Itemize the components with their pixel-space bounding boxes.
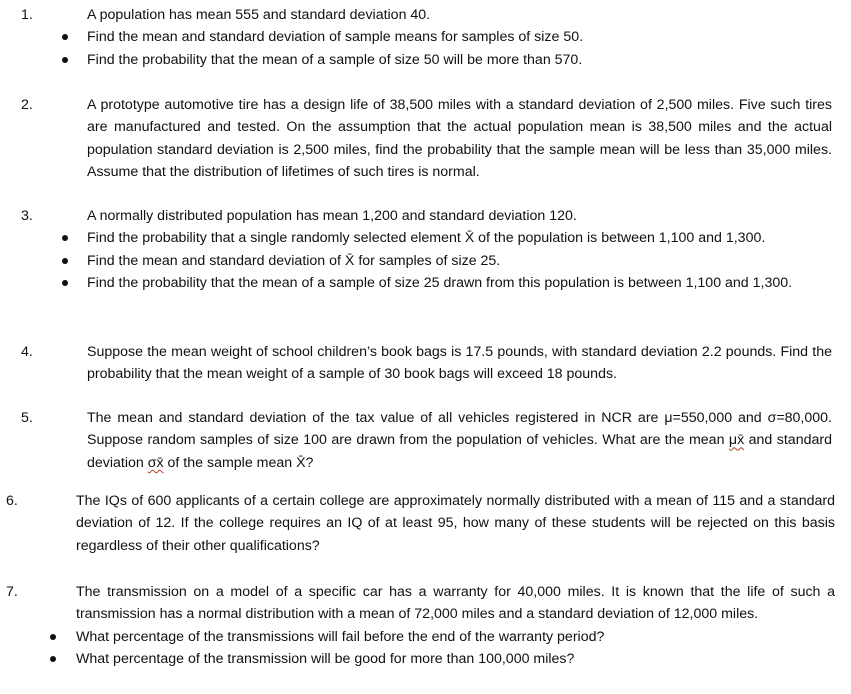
bullet-icon bbox=[62, 258, 68, 264]
list-item: Find the probability that a single randomly selected element X̄ of the population is between 1,100 and 1,300. bbox=[87, 227, 832, 249]
problem-text: A population has mean 555 and standard deviation 40. bbox=[87, 7, 431, 23]
sigma-xbar-symbol: σx̄ bbox=[147, 454, 164, 471]
list-item: What percentage of the transmissions will fail before the end of the warranty period? bbox=[76, 626, 835, 648]
bullet-icon bbox=[62, 57, 68, 63]
problem-number: 4. bbox=[21, 344, 33, 360]
problem-number: 1. bbox=[21, 7, 33, 23]
mu-xbar-symbol: μx̄ bbox=[728, 432, 745, 449]
problem-number: 7. bbox=[6, 584, 18, 600]
problem-text: A normally distributed population has mean 1,200 and standard deviation 120. bbox=[87, 208, 577, 224]
bullet-icon bbox=[62, 235, 68, 241]
bullet-list bbox=[76, 626, 835, 671]
problem-number: 5. bbox=[21, 410, 33, 426]
bullet-list bbox=[87, 26, 832, 71]
bullet-icon bbox=[62, 34, 68, 40]
problem-text: The IQs of 600 applicants of a certain college are approximately normally distributed with a mean of 115 and a standard deviation of 12. If the college requires an IQ of at least 95, how many of these students will be rejected on this basis regardless of their other qualifications? bbox=[76, 493, 835, 554]
list-item: What percentage of the transmission will be good for more than 100,000 miles? bbox=[76, 648, 835, 670]
problem-text: Suppose the mean weight of school children’s book bags is 17.5 pounds, with standard deviation 2.2 pounds. Find the probability that the mean weight of a sample of 30 book bags will exceed 18 pounds. bbox=[87, 344, 832, 383]
list-item: Find the probability that the mean of a sample of size 25 drawn from this population is between 1,100 and 1,300. bbox=[87, 272, 832, 294]
bullet-icon bbox=[62, 280, 68, 286]
list-item: Find the mean and standard deviation of X̄ for samples of size 25. bbox=[87, 250, 832, 272]
bullet-icon bbox=[50, 656, 56, 662]
list-item: Find the mean and standard deviation of sample means for samples of size 50. bbox=[87, 26, 832, 48]
problem-number: 6. bbox=[6, 493, 18, 509]
problem-text: A prototype automotive tire has a design life of 38,500 miles with a standard deviation of 2,500 miles. Five such tires are manufactured and tested. On the assumption that the actual population mean is 38,500 miles and the actual population standard deviation is 2,500 miles, find the probability that the sample mean will be less than 35,000 miles. Assume that the distribution of lifetimes of such tires is normal. bbox=[87, 97, 832, 181]
problem-number: 3. bbox=[21, 208, 33, 224]
problem-number: 2. bbox=[21, 97, 33, 113]
list-item: Find the probability that the mean of a sample of size 50 will be more than 570. bbox=[87, 49, 832, 71]
problem-text: The transmission on a model of a specific car has a warranty for 40,000 miles. It is known that the life of such a transmission has a normal distribution with a mean of 72,000 miles and a standard deviation of 12,000 miles. bbox=[76, 584, 835, 623]
bullet-icon bbox=[50, 634, 56, 640]
problem-text: The mean and standard deviation of the tax value of all vehicles registered in NCR are μ=550,000 and σ=80,000. Suppose random samples of size 100 are drawn from the population of vehicles. What are the mean μx̄ and standard deviation σx̄ of the sample mean X̄? bbox=[87, 410, 832, 471]
bullet-list bbox=[87, 227, 832, 294]
